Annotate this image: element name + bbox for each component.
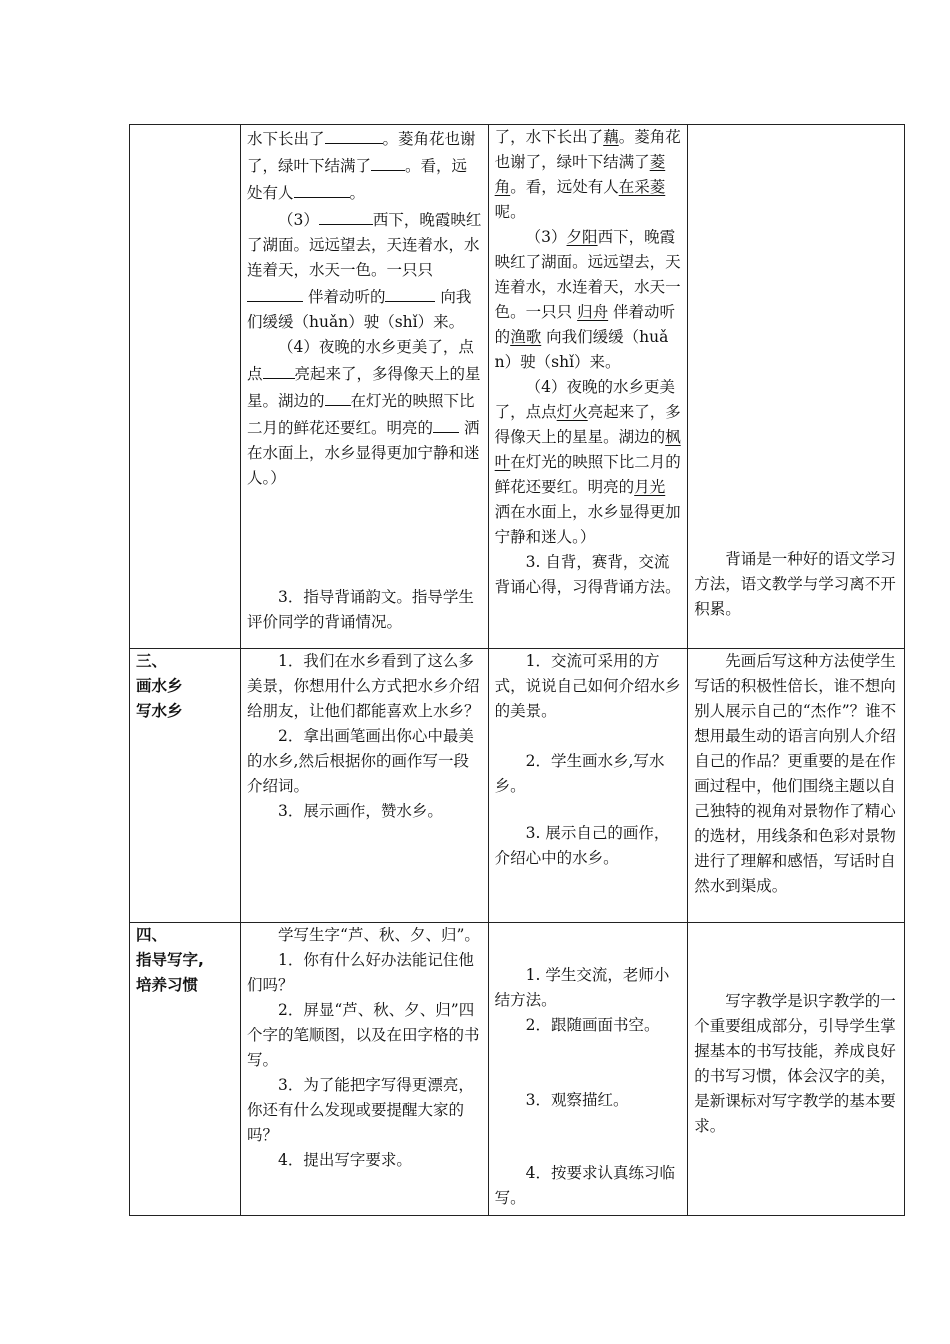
fill-blank	[433, 414, 459, 433]
design-intent-cell	[688, 649, 905, 923]
table-row	[130, 649, 905, 923]
teacher-step: 2．屏显“芦、秋、夕、归”四个字的笔顺图，以及在田字格的书写。	[247, 1001, 480, 1069]
fill-blank	[325, 125, 383, 144]
design-intent-text: 背诵是一种好的语文学习方法，语文教学与学习离不开积累。	[694, 550, 896, 618]
design-intent-cell	[688, 923, 905, 1216]
section-cell	[130, 125, 241, 649]
fill-blank	[247, 283, 303, 302]
section-heading: 三、 画水乡 写水乡	[130, 649, 241, 923]
fill-blank	[294, 179, 350, 198]
student-activity-cell: 了，水下长出了藕。菱角花也谢了，绿叶下结满了菱角。看，远处有人在采菱呢。 （3）夕阳西下，晚霞映红了湖面。远远望去，天连着水，水连着天，水天一色。一只只 归舟 伴着动听的渔歌 向我们缓缓（huǎn）驶（shǐ）来。 （4）夜晚的水乡更美了，点点灯火亮起来了，多得像天上的星星。湖边的枫叶在灯光的映照下比二月的鲜花还要红。明亮的月光 洒在水面上，水乡显得更加宁静和迷人。） 3. 自背，赛背，交流背诵心得，习得背诵方法。	[488, 125, 688, 649]
teacher-activity-cell	[241, 923, 489, 1216]
student-step: 2．学生画水乡,写水乡。	[494, 752, 665, 795]
student-step: 3．观察描红。	[525, 1091, 629, 1109]
teacher-step: 4．提出写字要求。	[278, 1151, 412, 1169]
student-step: 4．按要求认真练习临写。	[494, 1164, 676, 1207]
student-step: 3. 展示自己的画作，介绍心中的水乡。	[494, 824, 670, 867]
lesson-plan-table	[129, 124, 905, 1216]
table-row	[130, 923, 905, 1216]
teacher-step: 学写生字“芦、秋、夕、归”。	[278, 926, 480, 944]
teacher-step: 2．拿出画笔画出你心中最美的水乡,然后根据你的画作写一段介绍词。	[247, 727, 474, 795]
design-intent-cell	[688, 125, 905, 649]
design-intent-text: 先画后写这种方法使学生写话的积极性倍长，谁不想向别人展示自己的“杰作”？谁不想用最生动的语言向别人介绍自己的作品？更重要的是在作画过程中，他们围绕主题以自己独特的视角对景物作了精心的选材，用线条和色彩对景物进行了理解和感悟，写话时自然水到渠成。	[694, 652, 897, 895]
teacher-step: 3．指导背诵韵文。指导学生评价同学的背诵情况。	[247, 588, 474, 631]
section-heading: 四、 指导写字, 培养习惯	[130, 923, 241, 1216]
fill-blank	[263, 360, 295, 379]
teacher-activity-cell	[241, 649, 489, 923]
student-step: 1．交流可采用的方式，说说自己如何介绍水乡的美景。	[494, 652, 681, 720]
student-step: 3. 自背，赛背，交流背诵心得，习得背诵方法。	[494, 553, 681, 596]
student-activity-cell	[488, 649, 688, 923]
fill-blank	[385, 283, 435, 302]
teacher-step: 3．展示画作，赞水乡。	[278, 802, 443, 820]
design-intent-text: 写字教学是识字教学的一个重要组成部分，引导学生掌握基本的书写技能，养成良好的书写习惯，体会汉字的美，是新课标对写字教学的基本要求。	[694, 992, 896, 1135]
fill-blank	[319, 206, 373, 225]
student-step: 1. 学生交流，老师小结方法。	[494, 966, 670, 1009]
teacher-step: 1．你有什么好办法能记住他们吗？	[247, 951, 474, 994]
teacher-step: 3．为了能把字写得更漂亮，你还有什么发现或要提醒大家的吗？	[247, 1076, 474, 1144]
fill-blank	[371, 152, 405, 171]
teacher-step: 1．我们在水乡看到了这么多美景，你想用什么方式把水乡介绍给朋友，让他们都能喜欢上水乡？	[247, 652, 480, 720]
teacher-activity-cell: 水下长出了 。菱角花也谢了，绿叶下结满了 。看，远处有人 。 （3） 西下，晚霞映红了湖面。远远望去，天连着水，水连着天，水天一色。一只只 伴着动听的 向我们缓缓（huǎn）驶（shǐ）来。 （4）夜晚的水乡更美了，点点 亮起来了，多得像天上的星星。湖边的 在灯光的映照下比二月的鲜花还要红。明亮的 洒在水面上，水乡显得更加宁静和迷人。） 3．指导背诵韵文。指导学生评价同学的背诵情况。	[241, 125, 489, 649]
student-step: 2．跟随画面书空。	[525, 1016, 660, 1034]
table-row	[130, 125, 905, 649]
student-activity-cell	[488, 923, 688, 1216]
fill-blank	[325, 387, 351, 406]
